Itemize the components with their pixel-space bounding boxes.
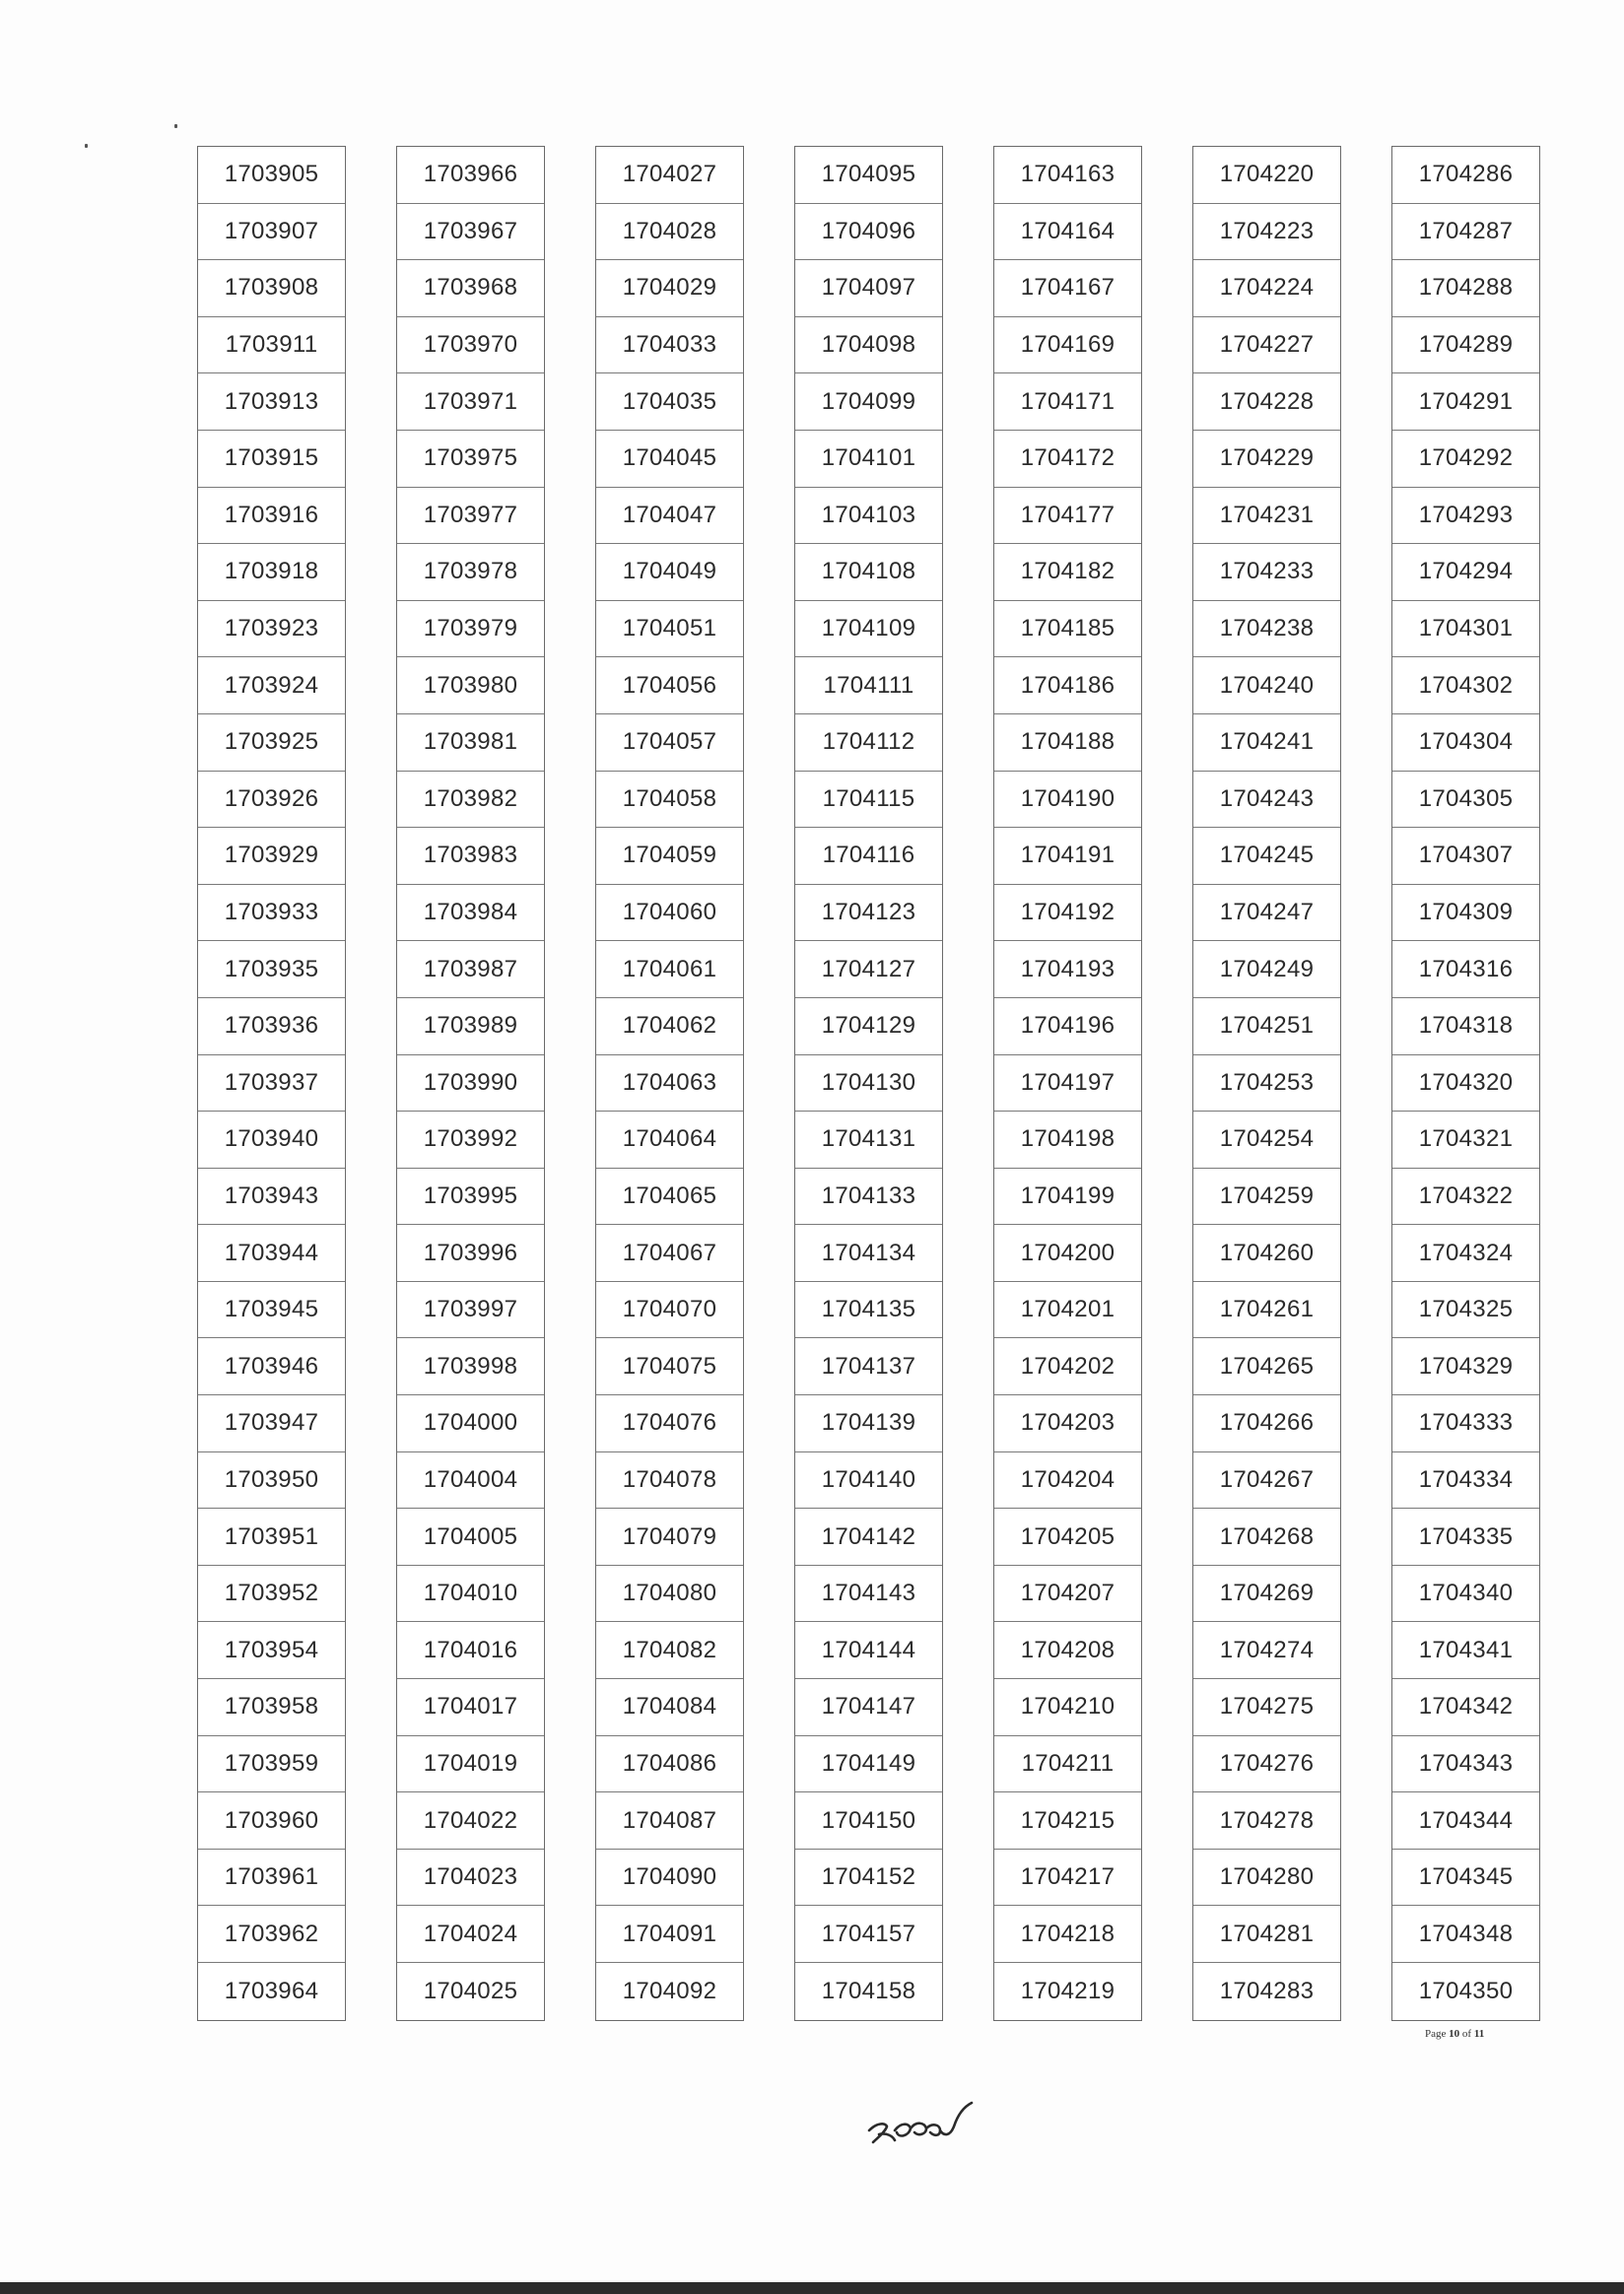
- number-cell: 1704260: [1193, 1225, 1340, 1282]
- number-column-1: [197, 146, 346, 2021]
- number-cell: 1704067: [596, 1225, 743, 1282]
- number-cell: 1704224: [1193, 260, 1340, 317]
- number-cell: 1703989: [397, 998, 544, 1055]
- scan-speck: [85, 144, 88, 148]
- page-label-mid: of: [1459, 2028, 1474, 2040]
- number-cell: 1703992: [397, 1112, 544, 1169]
- number-cell: 1703964: [224, 1977, 319, 2004]
- number-cell: 1704101: [795, 431, 942, 488]
- number-cell: 1704133: [795, 1169, 942, 1226]
- number-cell: 1704333: [1392, 1395, 1539, 1452]
- number-cell: 1704278: [1193, 1792, 1340, 1850]
- number-cell: 1703962: [198, 1906, 345, 1963]
- number-cell: 1703952: [198, 1566, 345, 1623]
- number-column-5: [993, 146, 1142, 2021]
- number-cell: 1703971: [397, 373, 544, 431]
- number-cell: 1704049: [596, 544, 743, 601]
- number-cell: 1704111: [795, 657, 942, 714]
- number-cell: 1704016: [397, 1622, 544, 1679]
- number-cell: 1704191: [994, 828, 1141, 885]
- number-cell: 1704286: [1392, 147, 1539, 204]
- number-cell: 1704305: [1392, 772, 1539, 829]
- number-column-4: [794, 146, 943, 2021]
- number-cell: 1704294: [1392, 544, 1539, 601]
- number-cell: 1704196: [994, 998, 1141, 1055]
- number-cell: 1703950: [198, 1452, 345, 1510]
- number-cell: 1704223: [1193, 204, 1340, 261]
- number-cell: 1704103: [795, 488, 942, 545]
- number-cell: 1704076: [596, 1395, 743, 1452]
- number-cell: 1704116: [795, 828, 942, 885]
- number-cell: 1704022: [397, 1792, 544, 1850]
- number-cell: 1704082: [596, 1622, 743, 1679]
- number-cell: 1704231: [1193, 488, 1340, 545]
- number-cell: 1704293: [1392, 488, 1539, 545]
- number-cell: 1704131: [795, 1112, 942, 1169]
- number-cell: 1703961: [198, 1850, 345, 1907]
- number-cell: 1704137: [795, 1338, 942, 1395]
- number-cell: 1704200: [994, 1225, 1141, 1282]
- number-cell: 1704070: [596, 1282, 743, 1339]
- number-cell: 1704274: [1193, 1622, 1340, 1679]
- number-cell: 1704163: [994, 147, 1141, 204]
- number-cell: 1704188: [994, 714, 1141, 772]
- number-cell: 1704254: [1193, 1112, 1340, 1169]
- number-cell: 1704182: [994, 544, 1141, 601]
- number-cell: 1704320: [1392, 1055, 1539, 1113]
- number-cell: 1704243: [1193, 772, 1340, 829]
- number-cell: 1704099: [795, 373, 942, 431]
- number-cell: 1704045: [596, 431, 743, 488]
- number-cell: 1704171: [994, 373, 1141, 431]
- number-cell: 1704025: [423, 1977, 518, 2004]
- number-cell: 1704275: [1193, 1679, 1340, 1736]
- number-cell: 1704061: [596, 941, 743, 998]
- number-cell: 1704035: [596, 373, 743, 431]
- number-cell: 1704134: [795, 1225, 942, 1282]
- number-cell: 1704269: [1193, 1566, 1340, 1623]
- number-cell: 1704090: [596, 1850, 743, 1907]
- number-cell: 1704229: [1193, 431, 1340, 488]
- number-cell: 1704301: [1392, 601, 1539, 658]
- number-cell: 1703925: [198, 714, 345, 772]
- page-number: [1425, 2028, 1484, 2040]
- number-cell: 1704340: [1392, 1566, 1539, 1623]
- number-cell: 1704152: [795, 1850, 942, 1907]
- number-cell: 1704087: [596, 1792, 743, 1850]
- number-cell: 1704249: [1193, 941, 1340, 998]
- number-cell: 1704318: [1392, 998, 1539, 1055]
- number-cell: 1703983: [397, 828, 544, 885]
- number-cell: 1704186: [994, 657, 1141, 714]
- number-cell: 1703913: [198, 373, 345, 431]
- number-cell: 1704210: [994, 1679, 1141, 1736]
- number-cell: 1704172: [994, 431, 1141, 488]
- number-cell: 1703980: [397, 657, 544, 714]
- number-cell: 1704192: [994, 885, 1141, 942]
- number-cell: 1704219: [1020, 1977, 1116, 2004]
- number-cell: 1703944: [198, 1225, 345, 1282]
- number-cell: 1703936: [198, 998, 345, 1055]
- number-cell: 1704027: [596, 147, 743, 204]
- number-cell: 1704177: [994, 488, 1141, 545]
- number-cell: 1703966: [397, 147, 544, 204]
- number-cell: 1704019: [397, 1736, 544, 1793]
- number-cell: 1703982: [397, 772, 544, 829]
- number-cell: 1703905: [198, 147, 345, 204]
- number-cell: 1704084: [596, 1679, 743, 1736]
- number-cell: 1704304: [1392, 714, 1539, 772]
- page-label-prefix: Page: [1425, 2028, 1450, 2040]
- number-cell: 1703951: [198, 1509, 345, 1566]
- number-cell: 1704157: [795, 1906, 942, 1963]
- number-cell: 1703997: [397, 1282, 544, 1339]
- number-cell: 1704280: [1193, 1850, 1340, 1907]
- number-cell: 1703916: [198, 488, 345, 545]
- number-cell: 1703968: [397, 260, 544, 317]
- number-cell: 1704086: [596, 1736, 743, 1793]
- number-cell: 1704240: [1193, 657, 1340, 714]
- number-cell: 1704334: [1392, 1452, 1539, 1510]
- number-cell: 1704057: [596, 714, 743, 772]
- number-column-7: [1391, 146, 1540, 2021]
- number-cell: 1704062: [596, 998, 743, 1055]
- number-cell: 1703970: [397, 317, 544, 374]
- number-column-3: [595, 146, 744, 2021]
- number-cell: 1704108: [795, 544, 942, 601]
- number-cell: 1704190: [994, 772, 1141, 829]
- number-column-6: [1192, 146, 1341, 2021]
- number-cell: 1704265: [1193, 1338, 1340, 1395]
- number-cell: 1703911: [198, 317, 345, 374]
- number-cell: 1704203: [994, 1395, 1141, 1452]
- number-cell: 1704287: [1392, 204, 1539, 261]
- number-cell: 1703933: [198, 885, 345, 942]
- number-cell: 1704321: [1392, 1112, 1539, 1169]
- number-cell: 1704259: [1193, 1169, 1340, 1226]
- number-cell: 1704228: [1193, 373, 1340, 431]
- number-cell: 1704322: [1392, 1169, 1539, 1226]
- number-cell: 1704261: [1193, 1282, 1340, 1339]
- number-cell: 1704115: [795, 772, 942, 829]
- number-cell: 1704024: [397, 1906, 544, 1963]
- number-cell: 1704047: [596, 488, 743, 545]
- number-cell: 1703940: [198, 1112, 345, 1169]
- number-cell: 1703945: [198, 1282, 345, 1339]
- number-cell: 1704065: [596, 1169, 743, 1226]
- number-cell: 1703924: [198, 657, 345, 714]
- number-cell: 1704218: [994, 1906, 1141, 1963]
- number-cell: 1704208: [994, 1622, 1141, 1679]
- number-cell: 1704198: [994, 1112, 1141, 1169]
- number-cell: 1704350: [1418, 1977, 1514, 2004]
- number-cell: 1704268: [1193, 1509, 1340, 1566]
- number-cell: 1704288: [1392, 260, 1539, 317]
- number-cell: 1704005: [397, 1509, 544, 1566]
- number-cell: 1703947: [198, 1395, 345, 1452]
- number-cell: 1704185: [994, 601, 1141, 658]
- number-cell: 1704129: [795, 998, 942, 1055]
- number-cell: 1704335: [1392, 1509, 1539, 1566]
- number-cell: 1704109: [795, 601, 942, 658]
- number-cell: 1703981: [397, 714, 544, 772]
- page-current: 10: [1449, 2028, 1460, 2040]
- number-cell: 1704233: [1193, 544, 1340, 601]
- number-cell: 1704345: [1392, 1850, 1539, 1907]
- number-cell: 1704142: [795, 1509, 942, 1566]
- number-cell: 1704289: [1392, 317, 1539, 374]
- number-cell: 1703929: [198, 828, 345, 885]
- number-cell: 1704058: [596, 772, 743, 829]
- number-cell: 1704251: [1193, 998, 1340, 1055]
- number-cell: 1703978: [397, 544, 544, 601]
- number-cell: 1703990: [397, 1055, 544, 1113]
- number-cell: 1704309: [1392, 885, 1539, 942]
- number-cell: 1704004: [397, 1452, 544, 1510]
- number-cell: 1704123: [795, 885, 942, 942]
- number-cell: 1704253: [1193, 1055, 1340, 1113]
- number-cell: 1704220: [1193, 147, 1340, 204]
- number-cell: 1703987: [397, 941, 544, 998]
- page-total: 11: [1473, 2028, 1485, 2040]
- number-cell: 1704325: [1392, 1282, 1539, 1339]
- number-cell: 1704241: [1193, 714, 1340, 772]
- number-cell: 1704028: [596, 204, 743, 261]
- number-cell: 1704079: [596, 1509, 743, 1566]
- number-cell: 1704193: [994, 941, 1141, 998]
- number-cell: 1704199: [994, 1169, 1141, 1226]
- number-cell: 1704056: [596, 657, 743, 714]
- number-cell: 1704211: [994, 1736, 1141, 1793]
- number-cell: 1704064: [596, 1112, 743, 1169]
- number-cell: 1704329: [1392, 1338, 1539, 1395]
- number-cell: 1704000: [397, 1395, 544, 1452]
- number-cell: 1703937: [198, 1055, 345, 1113]
- number-cell: 1704078: [596, 1452, 743, 1510]
- number-cell: 1704215: [994, 1792, 1141, 1850]
- number-cell: 1704060: [596, 885, 743, 942]
- number-cell: 1704267: [1193, 1452, 1340, 1510]
- number-cell: 1704343: [1392, 1736, 1539, 1793]
- number-cell: 1704342: [1392, 1679, 1539, 1736]
- number-cell: 1704344: [1392, 1792, 1539, 1850]
- number-cell: 1704245: [1193, 828, 1340, 885]
- number-cell: 1704097: [795, 260, 942, 317]
- number-cell: 1704307: [1392, 828, 1539, 885]
- number-cell: 1704164: [994, 204, 1141, 261]
- number-cell: 1704281: [1193, 1906, 1340, 1963]
- number-cell: 1704276: [1193, 1736, 1340, 1793]
- number-cell: 1704144: [795, 1622, 942, 1679]
- number-cell: 1704029: [596, 260, 743, 317]
- number-cell: 1704135: [795, 1282, 942, 1339]
- number-cell: 1704283: [1219, 1977, 1315, 2004]
- number-cell: 1704238: [1193, 601, 1340, 658]
- number-cell: 1704095: [795, 147, 942, 204]
- number-cell: 1703977: [397, 488, 544, 545]
- number-cell: 1704140: [795, 1452, 942, 1510]
- number-cell: 1704130: [795, 1055, 942, 1113]
- number-cell: 1704091: [596, 1906, 743, 1963]
- number-cell: 1704204: [994, 1452, 1141, 1510]
- number-cell: 1704080: [596, 1566, 743, 1623]
- number-cell: 1703958: [198, 1679, 345, 1736]
- number-cell: 1704205: [994, 1509, 1141, 1566]
- number-cell: 1703975: [397, 431, 544, 488]
- number-cell: 1703926: [198, 772, 345, 829]
- number-cell: 1704017: [397, 1679, 544, 1736]
- number-cell: 1704292: [1392, 431, 1539, 488]
- number-cell: 1704341: [1392, 1622, 1539, 1679]
- number-column-2: [396, 146, 545, 2021]
- number-cell: 1703967: [397, 204, 544, 261]
- number-cell: 1704051: [596, 601, 743, 658]
- number-cell: 1703946: [198, 1338, 345, 1395]
- handwritten-signature-icon: [865, 2097, 976, 2156]
- number-cell: 1704167: [994, 260, 1141, 317]
- number-cell: 1703998: [397, 1338, 544, 1395]
- number-cell: 1703954: [198, 1622, 345, 1679]
- number-cell: 1703915: [198, 431, 345, 488]
- number-cell: 1704217: [994, 1850, 1141, 1907]
- number-cell: 1703995: [397, 1169, 544, 1226]
- scan-speck: [174, 124, 177, 128]
- number-cell: 1704075: [596, 1338, 743, 1395]
- number-cell: 1704059: [596, 828, 743, 885]
- number-cell: 1704266: [1193, 1395, 1340, 1452]
- number-cell: 1704023: [397, 1850, 544, 1907]
- number-cell: 1703959: [198, 1736, 345, 1793]
- number-cell: 1704169: [994, 317, 1141, 374]
- number-cell: 1704127: [795, 941, 942, 998]
- number-cell: 1703923: [198, 601, 345, 658]
- number-cell: 1704207: [994, 1566, 1141, 1623]
- number-cell: 1703984: [397, 885, 544, 942]
- number-cell: 1704147: [795, 1679, 942, 1736]
- number-cell: 1703943: [198, 1169, 345, 1226]
- number-cell: 1703996: [397, 1225, 544, 1282]
- number-cell: 1704158: [821, 1977, 916, 2004]
- number-cell: 1704201: [994, 1282, 1141, 1339]
- number-cell: 1704098: [795, 317, 942, 374]
- number-cell: 1703908: [198, 260, 345, 317]
- number-cell: 1704202: [994, 1338, 1141, 1395]
- number-cell: 1704291: [1392, 373, 1539, 431]
- number-cell: 1703918: [198, 544, 345, 601]
- number-cell: 1703960: [198, 1792, 345, 1850]
- number-cell: 1703907: [198, 204, 345, 261]
- number-cell: 1704096: [795, 204, 942, 261]
- number-cell: 1704247: [1193, 885, 1340, 942]
- number-cell: 1704010: [397, 1566, 544, 1623]
- number-cell: 1704197: [994, 1055, 1141, 1113]
- number-cell: 1704348: [1392, 1906, 1539, 1963]
- number-cell: 1704149: [795, 1736, 942, 1793]
- number-cell: 1703935: [198, 941, 345, 998]
- number-cell: 1704150: [795, 1792, 942, 1850]
- number-cell: 1704227: [1193, 317, 1340, 374]
- scan-bottom-edge: [0, 2282, 1624, 2294]
- number-cell: 1704092: [622, 1977, 717, 2004]
- number-cell: 1703979: [397, 601, 544, 658]
- number-cell: 1704112: [795, 714, 942, 772]
- number-cell: 1704033: [596, 317, 743, 374]
- number-cell: 1704139: [795, 1395, 942, 1452]
- number-cell: 1704143: [795, 1566, 942, 1623]
- number-cell: 1704324: [1392, 1225, 1539, 1282]
- number-cell: 1704063: [596, 1055, 743, 1113]
- number-cell: 1704316: [1392, 941, 1539, 998]
- number-columns: [197, 146, 1540, 2021]
- number-cell: 1704302: [1392, 657, 1539, 714]
